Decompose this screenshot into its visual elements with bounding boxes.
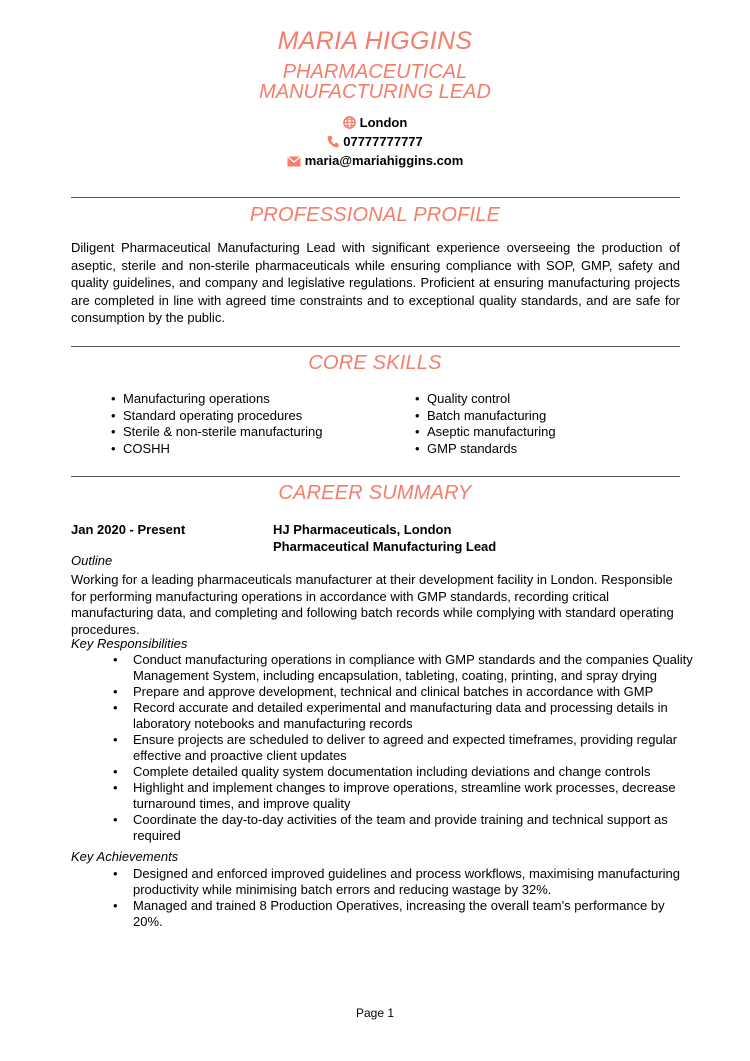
list-item: • Coordinate the day-to-day activities of the team and provide training and technical support as required <box>133 812 693 844</box>
list-item: • Managed and trained 8 Production Operatives, increasing the overall team’s performance by 20%. <box>133 898 693 930</box>
divider <box>71 476 680 477</box>
skill-item: • Batch manufacturing <box>415 408 556 425</box>
skill-item: • Manufacturing operations <box>111 391 322 408</box>
phone-icon <box>327 135 339 151</box>
skills-list-right <box>415 391 556 457</box>
skill-item: • Sterile & non-sterile manufacturing <box>111 424 322 441</box>
list-item: • Record accurate and detailed experimental and manufacturing data and processing details in laboratory notebooks and manufacturing records <box>133 700 693 732</box>
job-title <box>0 62 750 102</box>
job-title-line-1: PHARMACEUTICAL <box>282 61 468 83</box>
job-title-line-2: MANUFACTURING LEAD <box>259 81 491 103</box>
achievements-label: Key Achievements <box>71 849 179 864</box>
section-heading-career: CAREER SUMMARY <box>278 482 472 504</box>
contact-email <box>0 153 750 170</box>
list-item: • Ensure projects are scheduled to deliver to agreed and expected timeframes, providing regular effective and proactive client updates <box>133 732 693 764</box>
skill-item: • COSHH <box>111 441 322 458</box>
phone-text[interactable]: 07777777777 <box>343 134 423 149</box>
candidate-name: MARIA HIGGINS <box>277 27 473 55</box>
outline-label: Outline <box>71 553 113 568</box>
job-company: HJ Pharmaceuticals, London <box>273 522 452 537</box>
responsibilities-list <box>133 652 693 844</box>
skills-list-left <box>111 391 322 457</box>
profile-summary: Diligent Pharmaceutical Manufacturing Lead with significant experience overseeing the production of aseptic, sterile and non-sterile pharmaceuticals while ensuring compliance with SOP, GMP, safety and quality guidelines, and company and legislative regulations. Proficient at ensuring manufacturing projects are completed in line with agreed time constraints and to exceptional quality standards, and are safe for consumption by the public. <box>71 240 680 325</box>
achievements-list <box>133 866 693 930</box>
divider <box>71 197 680 198</box>
section-heading-profile: PROFESSIONAL PROFILE <box>249 204 501 226</box>
location-text: London <box>359 115 408 130</box>
contact-phone <box>0 134 750 151</box>
list-item: • Prepare and approve development, technical and clinical batches in accordance with GMP <box>133 684 693 700</box>
job-role: Pharmaceutical Manufacturing Lead <box>273 538 497 554</box>
job-dates: Jan 2020 - Present <box>71 522 186 537</box>
job-employer <box>273 522 496 555</box>
list-item: • Conduct manufacturing operations in compliance with GMP standards and the companies Quality Management System, including encapsulation, tableting, coating, printing, and spray drying <box>133 652 693 684</box>
skill-item: • Quality control <box>415 391 556 408</box>
skill-item: • GMP standards <box>415 441 556 458</box>
skill-item: • Aseptic manufacturing <box>415 424 556 441</box>
contact-location <box>0 115 750 132</box>
divider <box>71 346 680 347</box>
section-heading-skills: CORE SKILLS <box>308 352 442 374</box>
list-item: • Designed and enforced improved guidelines and process workflows, maximising manufacturing productivity while minimising batch errors and reducing wastage by 32%. <box>133 866 693 898</box>
envelope-icon <box>287 155 301 170</box>
list-item: • Complete detailed quality system documentation including deviations and change controls <box>133 764 693 780</box>
skill-item: • Standard operating procedures <box>111 408 322 425</box>
globe-icon <box>343 116 356 132</box>
page-number: Page 1 <box>355 1006 395 1020</box>
job-outline: Working for a leading pharmaceuticals manufacturer at their development facility in London. Responsible for performing manufacturing operations in accordance with GMP standards, recording critical manufacturing data, and completing and following batch records while complying with standard operating procedures. <box>71 572 674 637</box>
email-text[interactable]: maria@mariahiggins.com <box>304 153 464 168</box>
list-item: • Highlight and implement changes to improve operations, streamline work processes, decrease turnaround times, and improve quality <box>133 780 693 812</box>
responsibilities-label: Key Responsibilities <box>71 636 188 651</box>
